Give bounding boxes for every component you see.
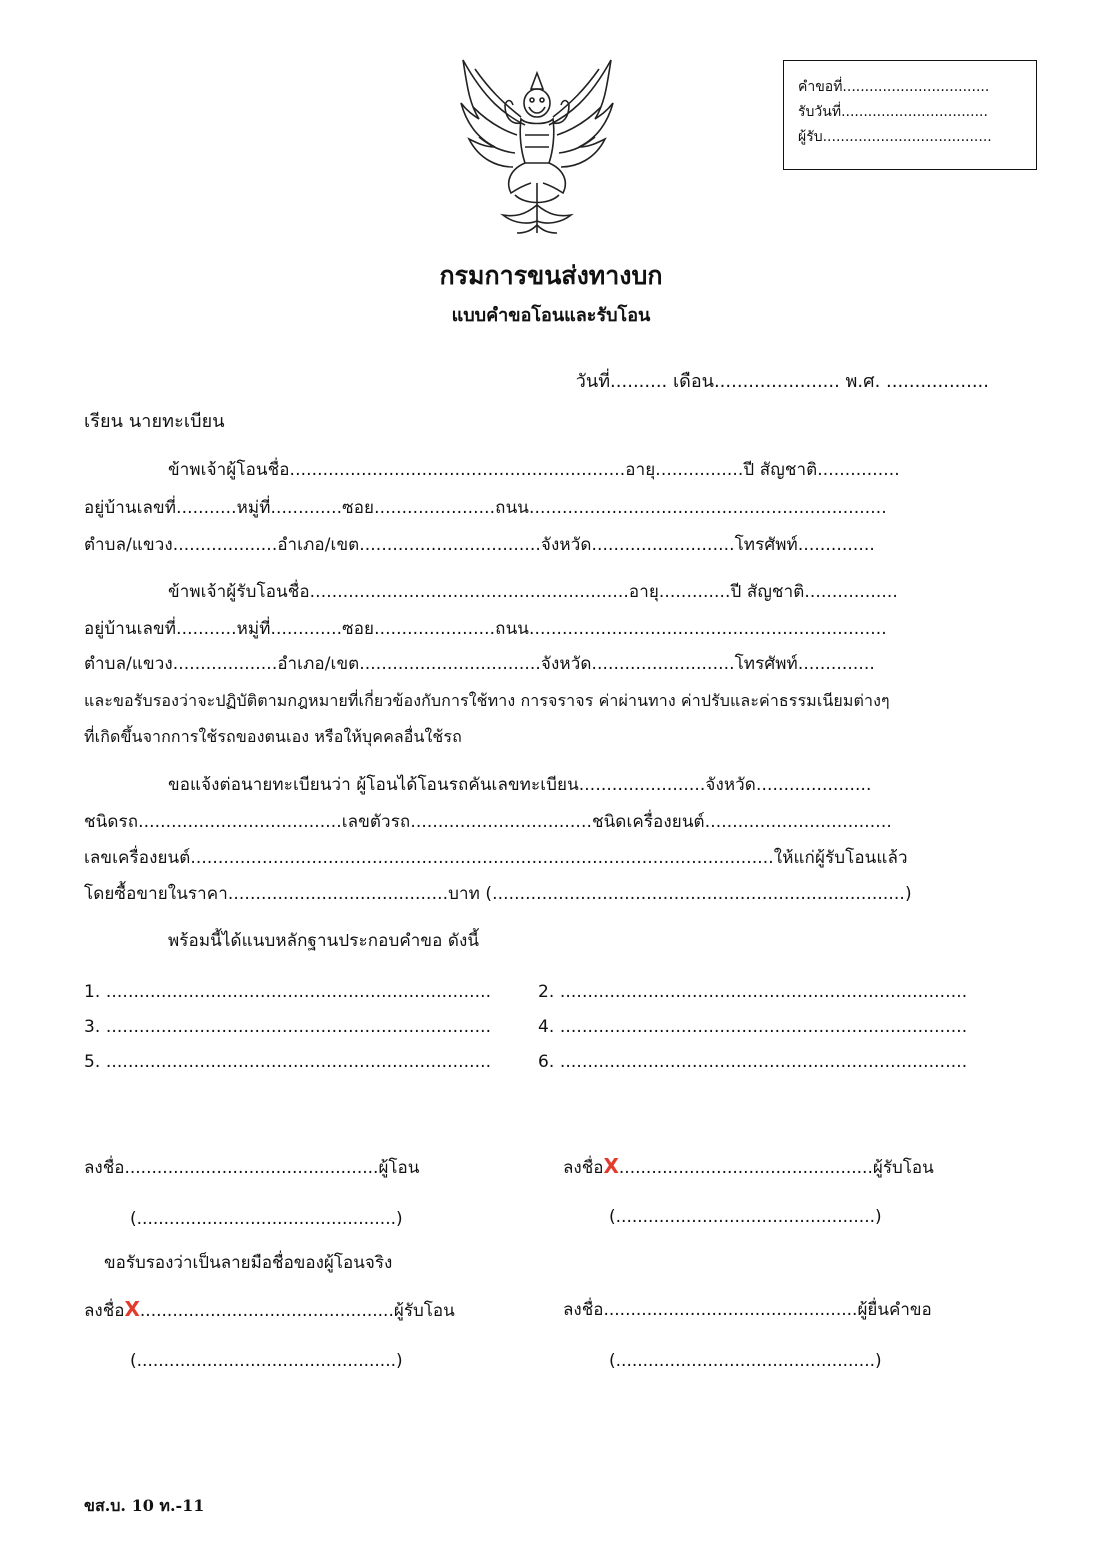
salutation: เรียน นายทะเบียน — [84, 411, 225, 432]
transferor-district-line[interactable]: ตำบล/แขวง...................อำเภอ/เขต.................................จังหวัด..........................โทรศัพท์.............. — [84, 535, 875, 555]
signature-dots: ............................................... — [124, 1158, 379, 1178]
sign-here-mark: X — [124, 1297, 140, 1321]
attachment-item-6[interactable]: 6. .......................................................................... — [538, 1052, 968, 1072]
certify-text-1: และขอรับรองว่าจะปฏิบัติตามกฎหมายที่เกี่ยวข้องกับการใช้ทาง การจราจร ค่าผ่านทาง ค่าปรับและค่าธรรมเนียมต่างๆ — [84, 691, 890, 710]
date-field[interactable]: วันที่.......... เดือน...................... พ.ศ. .................. — [575, 371, 989, 392]
applicant-signature-line[interactable] — [563, 1298, 932, 1322]
attachment-item-1[interactable]: 1. ...................................................................... — [84, 982, 492, 1002]
department-title: กรมการขนส่งทางบก — [439, 261, 663, 290]
applicant-role-label: ผู้ยื่นคำขอ — [857, 1300, 932, 1320]
sign-label: ลงชื่อ — [563, 1300, 604, 1320]
sale-price-line[interactable]: โดยซื้อขายในราคา........................................บาท (...........................................................................) — [84, 884, 912, 904]
signature-dots: ............................................... — [603, 1300, 858, 1320]
transferor-printed-name[interactable]: (................................................) — [130, 1209, 403, 1229]
attachment-item-5[interactable]: 5. ...................................................................... — [84, 1052, 492, 1072]
sign-here-mark: X — [603, 1154, 619, 1178]
transferee-certify-signature-line[interactable] — [84, 1297, 455, 1323]
transferor-signature-line[interactable] — [84, 1156, 419, 1180]
request-number-field[interactable]: คำขอที่................................. — [798, 79, 990, 95]
certify-text-2: ที่เกิดขึ้นจากการใช้รถของตนเอง หรือให้บุคคลอื่นใช้รถ — [84, 727, 462, 746]
receiver-field[interactable]: ผู้รับ...................................... — [798, 129, 992, 145]
transferor-name-line[interactable]: ข้าพเจ้าผู้โอนชื่อ.............................................................อายุ................ปี สัญชาติ............... — [168, 460, 900, 480]
received-date-field[interactable]: รับวันที่................................. — [798, 104, 988, 120]
attachment-item-2[interactable]: 2. .......................................................................... — [538, 982, 968, 1002]
applicant-printed-name[interactable]: (................................................) — [609, 1351, 882, 1371]
sign-label: ลงชื่อ — [84, 1301, 125, 1321]
office-use-box — [783, 60, 1037, 170]
engine-number-line[interactable]: เลขเครื่องยนต์..........................................................................................................ให้แก่ผู้รับโอนแล้ว — [84, 848, 908, 868]
vehicle-registration-line[interactable]: ขอแจ้งต่อนายทะเบียนว่า ผู้โอนได้โอนรถคันเลขทะเบียน.......................จังหวัด..................... — [168, 775, 872, 795]
transferee-role-label: ผู้รับโอน — [393, 1301, 455, 1321]
transferee-certify-printed-name[interactable]: (................................................) — [130, 1351, 403, 1371]
signature-dots: ............................................... — [139, 1301, 394, 1321]
attachment-item-3[interactable]: 3. ...................................................................... — [84, 1017, 492, 1037]
transferee-name-line[interactable]: ข้าพเจ้าผู้รับโอนชื่อ..........................................................อายุ.............ปี สัญชาติ................. — [168, 582, 898, 602]
attachments-intro: พร้อมนี้ได้แนบหลักฐานประกอบคำขอ ดังนี้ — [168, 931, 480, 951]
garuda-emblem — [455, 55, 619, 239]
signature-certify-text: ขอรับรองว่าเป็นลายมือชื่อของผู้โอนจริง — [104, 1253, 393, 1273]
attachment-item-4[interactable]: 4. .......................................................................... — [538, 1017, 968, 1037]
transferee-signature-line[interactable] — [563, 1154, 934, 1180]
transferee-address-line[interactable]: อยู่บ้านเลขที่...........หมู่ที่.............ซอย......................ถนน................................................................. — [84, 619, 887, 639]
transferee-district-line[interactable]: ตำบล/แขวง...................อำเภอ/เขต.................................จังหวัด..........................โทรศัพท์.............. — [84, 654, 875, 674]
sign-label: ลงชื่อ — [84, 1158, 125, 1178]
signature-dots: ............................................... — [618, 1158, 873, 1178]
vehicle-type-line[interactable]: ชนิดรถ.....................................เลขตัวรถ.................................ชนิดเครื่องยนต์.................................. — [84, 812, 892, 832]
form-code: ขส.บ. 10 ท.-11 — [84, 1496, 205, 1515]
transferor-address-line[interactable]: อยู่บ้านเลขที่...........หมู่ที่.............ซอย......................ถนน................................................................. — [84, 498, 887, 518]
transferor-role-label: ผู้โอน — [378, 1158, 420, 1178]
form-title: แบบคำขอโอนและรับโอน — [451, 305, 651, 326]
sign-label: ลงชื่อ — [563, 1158, 604, 1178]
transferee-role-label: ผู้รับโอน — [872, 1158, 934, 1178]
transferee-printed-name[interactable]: (................................................) — [609, 1207, 882, 1227]
